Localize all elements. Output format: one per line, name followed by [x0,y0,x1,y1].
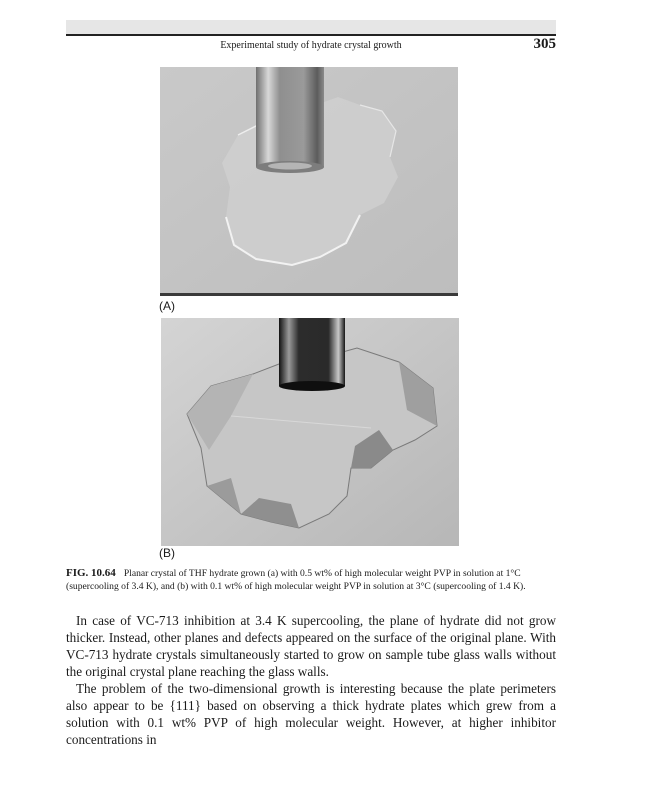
panel-b-label: (B) [159,546,175,560]
figure-caption [66,567,556,593]
caption-text: Planar crystal of THF hydrate grown (a) with 0.5 wt% of high molecular weight PVP in solution at 1°C (supercooling of 3.4 K), and (b) with 0.1 wt% of high molecular weight PVP in solution at 3°C (supercooling of 1.4 K). [66,568,526,592]
header-rule [66,34,556,36]
paragraph: In case of VC-713 inhibition at 3.4 K supercooling, the plane of hydrate did not grow thicker. Instead, other planes and defects appeared on the surface of the original plane. With VC-713 hydrate crystals simultaneously started to grow on sample tube glass walls without the original crystal plane reaching the glass walls. [66,613,556,679]
page-number: 305 [533,36,556,52]
paragraph: The problem of the two-dimensional growth is interesting because the plate perimeters also appear to be {111} based on observing a thick hydrate plates which grew from a solution with 0.1 wt% PVP of high molecular weight. However, at higher inhibitor concentrations in [66,681,556,747]
body-text [66,612,556,748]
panel-a-label: (A) [159,299,175,313]
figure-photo-b [161,318,459,546]
header-band [66,20,556,34]
figure-photo-a [160,67,458,296]
caption-label: FIG. 10.64 [66,567,116,579]
running-title: Experimental study of hydrate crystal growth [220,40,402,51]
photo-b-illustration [161,318,459,546]
photo-a-illustration [160,67,458,296]
